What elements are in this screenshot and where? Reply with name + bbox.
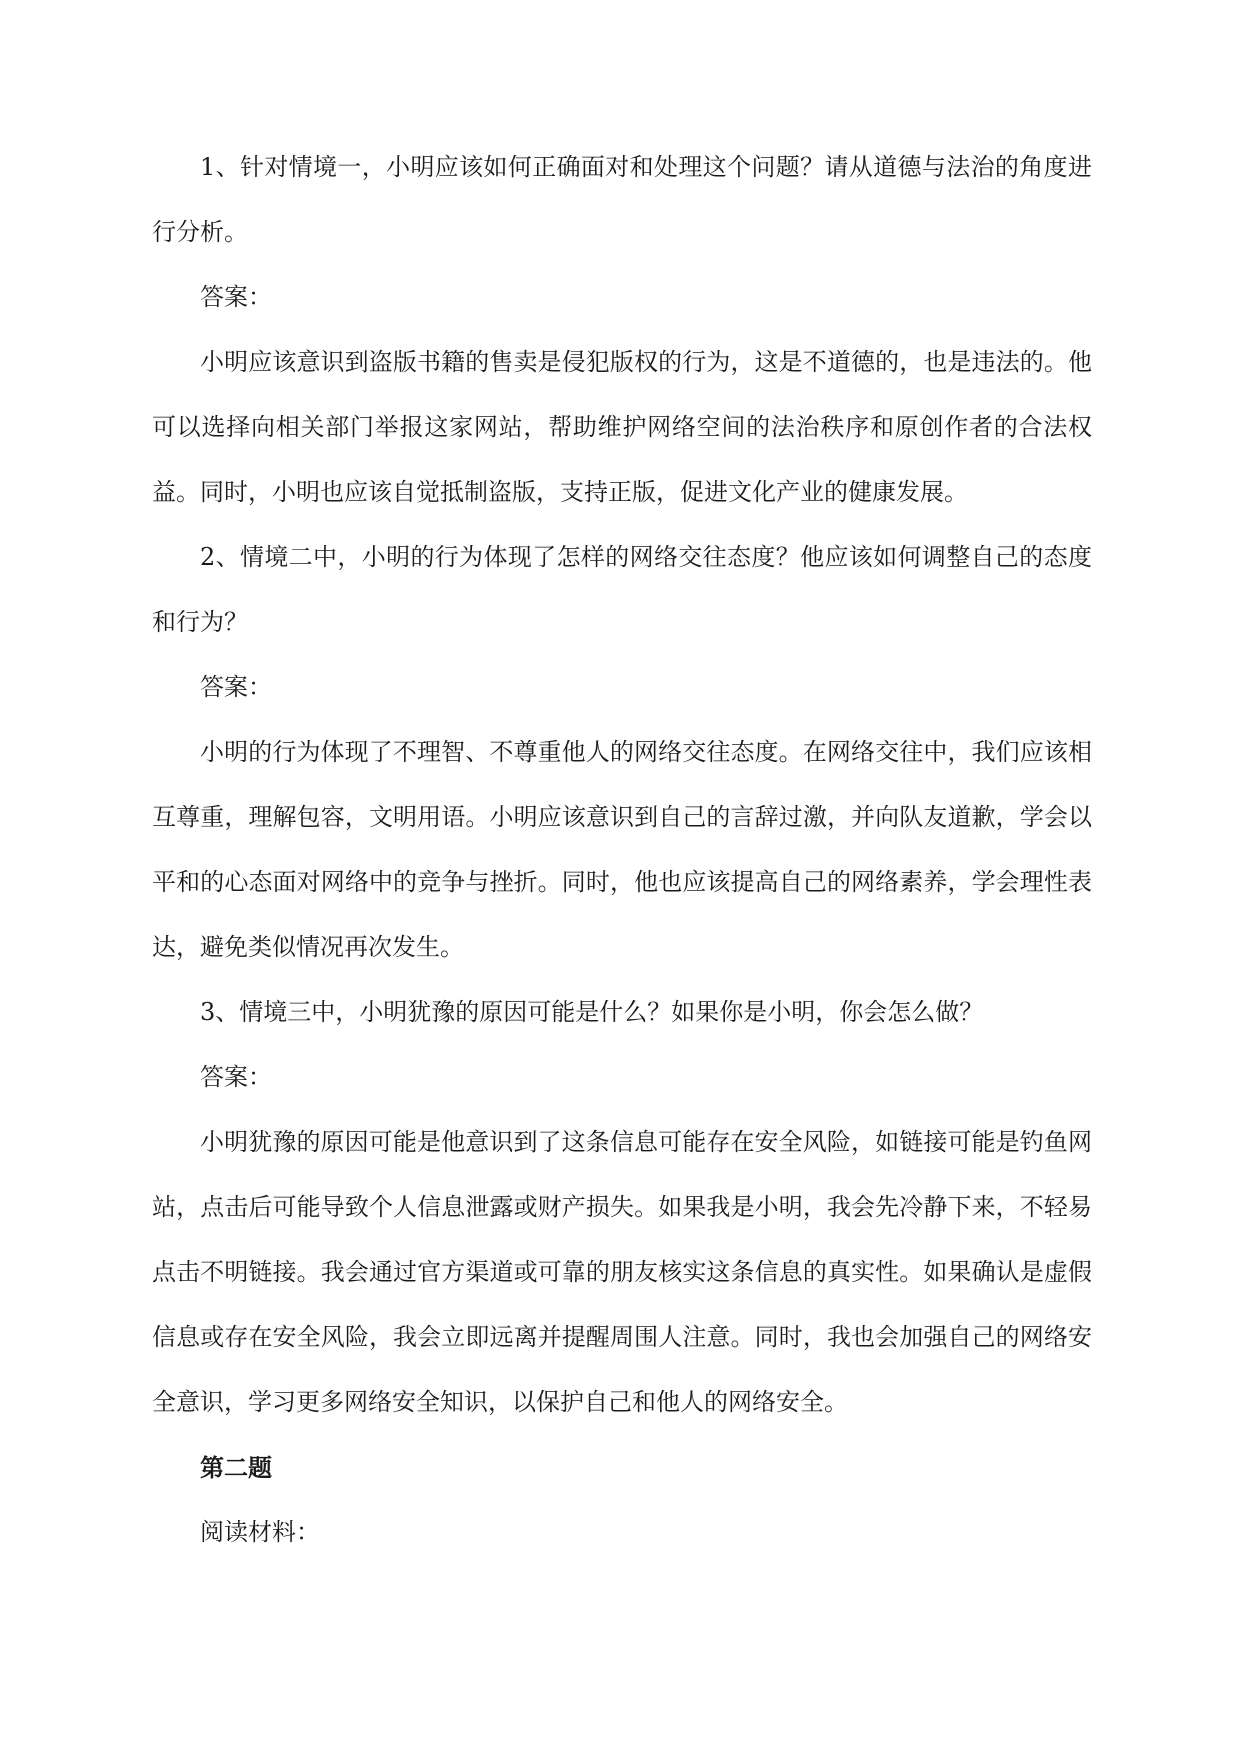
answer-label-3: 答案： (200, 1063, 272, 1091)
question-2: 2、情境二中，小明的行为体现了怎样的网络交往态度？他应该如何调整自己的态度和行为？ (152, 543, 1092, 636)
answer-label-2: 答案： (200, 673, 272, 701)
reading-material-label: 阅读材料： (200, 1518, 320, 1546)
question-3: 3、情境三中，小明犹豫的原因可能是什么？如果你是小明，你会怎么做？ (200, 998, 984, 1026)
question-1: 1、针对情境一，小明应该如何正确面对和处理这个问题？请从道德与法治的角度进行分析。 (152, 153, 1092, 246)
section-heading: 第二题 (200, 1453, 272, 1482)
answer-1: 小明应该意识到盗版书籍的售卖是侵犯版权的行为，这是不道德的，也是违法的。他可以选择向相关部门举报这家网站，帮助维护网络空间的法治秩序和原创作者的合法权益。同时，小明也应该自觉抵制盗版，支持正版，促进文化产业的健康发展。 (152, 348, 1092, 506)
answer-2: 小明的行为体现了不理智、不尊重他人的网络交往态度。在网络交往中，我们应该相互尊重，理解包容，文明用语。小明应该意识到自己的言辞过激，并向队友道歉，学会以平和的心态面对网络中的竞争与挫折。同时，他也应该提高自己的网络素养，学会理性表达，避免类似情况再次发生。 (152, 738, 1092, 961)
answer-label-1: 答案： (200, 283, 272, 311)
document-page (152, 135, 1092, 1565)
answer-3: 小明犹豫的原因可能是他意识到了这条信息可能存在安全风险，如链接可能是钓鱼网站，点击后可能导致个人信息泄露或财产损失。如果我是小明，我会先冷静下来，不轻易点击不明链接。我会通过官方渠道或可靠的朋友核实这条信息的真实性。如果确认是虚假信息或存在安全风险，我会立即远离并提醒周围人注意。同时，我也会加强自己的网络安全意识，学习更多网络安全知识，以保护自己和他人的网络安全。 (152, 1128, 1092, 1416)
